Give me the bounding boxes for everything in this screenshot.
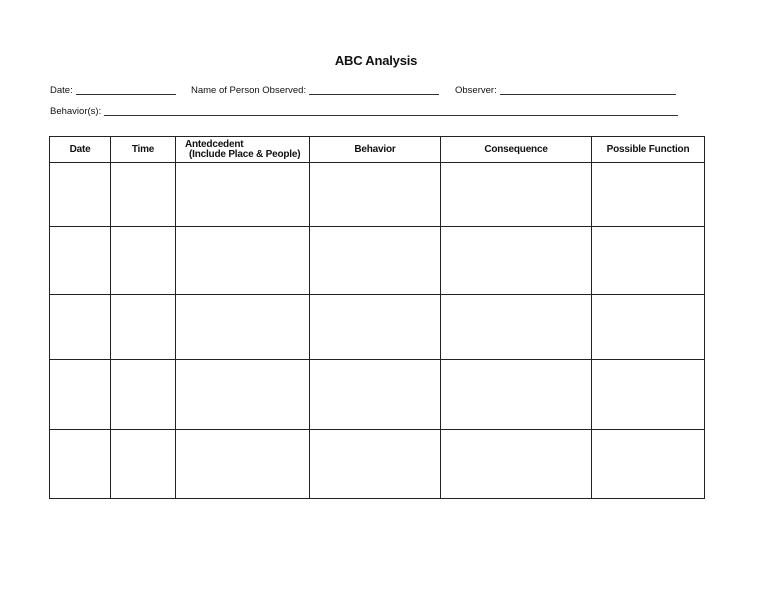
time-cell[interactable] [111,295,176,360]
col-header-consequence: Consequence [441,137,592,163]
col-header-possible-function: Possible Function [592,137,705,163]
behaviors-blank[interactable] [104,107,678,116]
date-cell[interactable] [50,163,111,227]
person-observed-blank[interactable] [309,86,439,95]
col-header-antecedent [176,137,310,163]
time-cell[interactable] [111,430,176,499]
date-blank[interactable] [76,86,176,95]
consequence-cell[interactable] [441,295,592,360]
possible-function-cell[interactable] [592,227,705,295]
antecedent-header-line1: Antedcedent [185,138,244,150]
abc-table [49,136,705,499]
possible-function-cell[interactable] [592,295,705,360]
time-cell[interactable] [111,163,176,227]
observer-field [455,85,676,96]
date-cell[interactable] [50,227,111,295]
behavior-cell[interactable] [310,430,441,499]
table-row [50,295,705,360]
date-cell[interactable] [50,430,111,499]
date-cell[interactable] [50,360,111,430]
col-header-date: Date [50,137,111,163]
table-row [50,430,705,499]
behavior-cell[interactable] [310,360,441,430]
consequence-cell[interactable] [441,227,592,295]
time-cell[interactable] [111,360,176,430]
time-cell[interactable] [111,227,176,295]
antecedent-cell[interactable] [176,360,310,430]
behaviors-label: Behavior(s): [50,106,102,117]
consequence-cell[interactable] [441,163,592,227]
possible-function-cell[interactable] [592,360,705,430]
antecedent-cell[interactable] [176,295,310,360]
col-header-time: Time [111,137,176,163]
behavior-cell[interactable] [310,295,441,360]
consequence-cell[interactable] [441,360,592,430]
person-observed-field [191,85,439,96]
antecedent-header-line2: (Include Place & People) [189,148,301,160]
person-observed-label: Name of Person Observed: [191,85,307,96]
col-header-behavior: Behavior [310,137,441,163]
antecedent-cell[interactable] [176,227,310,295]
behavior-cell[interactable] [310,163,441,227]
antecedent-cell[interactable] [176,430,310,499]
header-row [50,137,705,163]
date-label: Date: [50,85,73,96]
observer-blank[interactable] [500,86,676,95]
behavior-cell[interactable] [310,227,441,295]
form-title: ABC Analysis [334,53,418,68]
observer-label: Observer: [455,85,497,96]
antecedent-cell[interactable] [176,163,310,227]
date-field [50,85,176,96]
table-row [50,227,705,295]
behaviors-field [50,106,678,117]
table-row [50,360,705,430]
possible-function-cell[interactable] [592,430,705,499]
possible-function-cell[interactable] [592,163,705,227]
consequence-cell[interactable] [441,430,592,499]
table-row [50,163,705,227]
date-cell[interactable] [50,295,111,360]
